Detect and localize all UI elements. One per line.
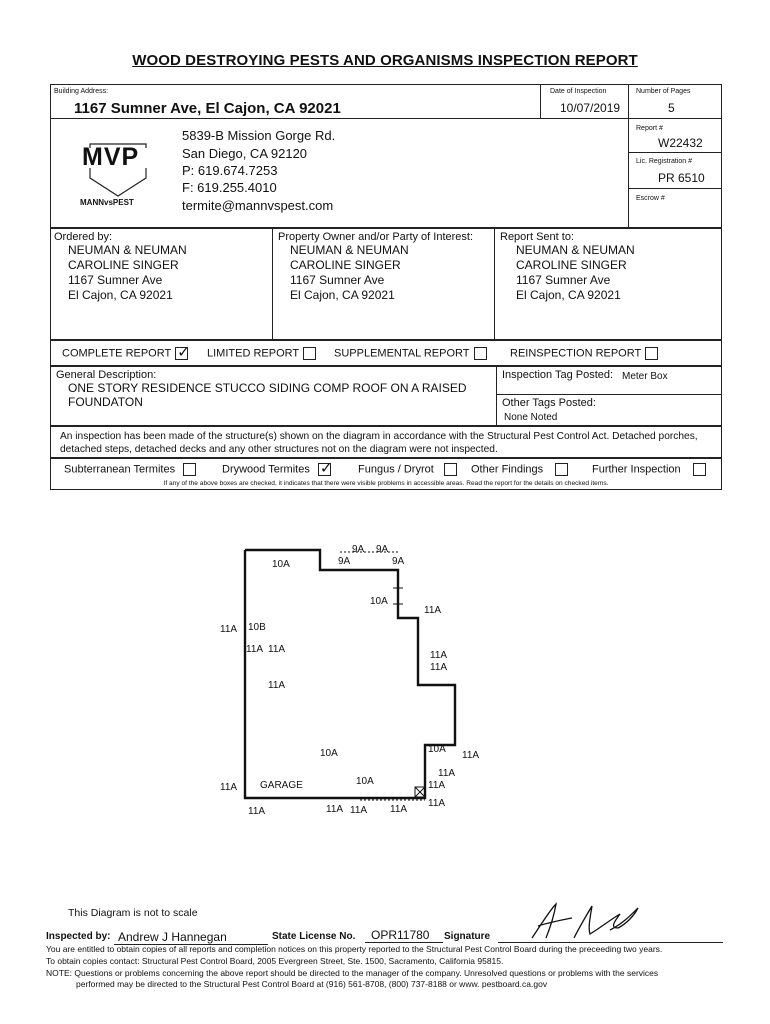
inspection-date: 10/07/2019 bbox=[560, 101, 621, 115]
diagram-label: 11A bbox=[220, 624, 238, 635]
diagram-label: 9A bbox=[338, 556, 351, 567]
other-findings-label: Other Findings bbox=[471, 463, 544, 476]
further-inspection-label: Further Inspection bbox=[592, 463, 681, 476]
ordered-line4: El Cajon, CA 92021 bbox=[68, 288, 173, 302]
general-description-label: General Description: bbox=[56, 369, 157, 381]
reinspection-report-label: REINSPECTION REPORT bbox=[510, 347, 642, 360]
company-address2: San Diego, CA 92120 bbox=[182, 146, 308, 161]
company-fax: F: 619.255.4010 bbox=[182, 180, 277, 195]
sent-line4: El Cajon, CA 92021 bbox=[516, 288, 621, 302]
sent-to-label: Report Sent to: bbox=[500, 231, 574, 243]
state-license-label: State License No. bbox=[272, 931, 356, 942]
diagram-label: 10A bbox=[272, 559, 290, 570]
sent-line3: 1167 Sumner Ave bbox=[516, 273, 611, 287]
diagram-label: 11A bbox=[430, 662, 448, 673]
state-license-number: OPR11780 bbox=[365, 928, 443, 943]
inspector-name: Andrew J Hannegan bbox=[114, 930, 268, 945]
ordered-by-label: Ordered by: bbox=[54, 231, 113, 243]
diagram-label: 11A bbox=[326, 804, 344, 815]
inspection-tag-value: Meter Box bbox=[622, 371, 668, 382]
building-address-label: Building Address: bbox=[54, 88, 109, 95]
diagram-label: 11A bbox=[390, 804, 408, 815]
checkmark-icon: ✓ bbox=[319, 460, 333, 477]
fungus-label: Fungus / Dryrot bbox=[358, 463, 434, 476]
footer-line2: To obtain copies contact: Structural Pest Control Board, 2005 Evergreen Street, Ste. 1500, Sacramento, California 95815. bbox=[46, 956, 504, 966]
diagram-label: 9A bbox=[352, 544, 365, 555]
complete-report-label: COMPLETE REPORT bbox=[62, 347, 172, 360]
license-registration-label: Lic. Registration # bbox=[636, 158, 693, 165]
diagram-label: 11A bbox=[220, 782, 238, 793]
diagram-label: 9A bbox=[376, 544, 389, 555]
diagram-label: 10A bbox=[428, 744, 446, 755]
inspected-by-label: Inspected by: bbox=[46, 931, 111, 942]
diagram-label: 10A bbox=[356, 776, 374, 787]
sent-line2: CAROLINE SINGER bbox=[516, 258, 627, 272]
escrow-label: Escrow # bbox=[636, 195, 665, 202]
structure-outline bbox=[245, 550, 455, 798]
owner-line4: El Cajon, CA 92021 bbox=[290, 288, 395, 302]
owner-line2: CAROLINE SINGER bbox=[290, 258, 401, 272]
footer-line4: performed may be directed to the Structural Pest Control Board at (916) 561-8708, (800) 737-8188 or www. pestboard.ca.gov bbox=[76, 979, 548, 989]
pages-label: Number of Pages bbox=[636, 88, 691, 95]
diagram-label: 11A bbox=[350, 805, 368, 816]
license-registration: PR 6510 bbox=[658, 171, 705, 185]
company-address1: 5839-B Mission Gorge Rd. bbox=[182, 128, 336, 143]
other-tags-value: None Noted bbox=[504, 412, 558, 423]
diagram-label: 11A bbox=[428, 780, 446, 791]
diagram-label: 10B bbox=[248, 622, 266, 633]
date-label: Date of Inspection bbox=[550, 88, 607, 95]
diagram-box-icon bbox=[415, 787, 425, 797]
report-number: W22432 bbox=[658, 136, 703, 150]
handwritten-signature bbox=[510, 898, 650, 946]
building-address: 1167 Sumner Ave, El Cajon, CA 92021 bbox=[74, 100, 341, 117]
diagram-label: 11A bbox=[268, 644, 286, 655]
general-description-text: ONE STORY RESIDENCE STUCCO SIDING COMP ROOF ON A RAISED FOUNDATON bbox=[68, 381, 467, 409]
supplemental-report-label: SUPPLEMENTAL REPORT bbox=[334, 347, 470, 360]
diagram-label: 10A bbox=[320, 748, 338, 759]
diagram-label: 11A bbox=[438, 768, 456, 779]
diagram-label: 11A bbox=[268, 680, 286, 691]
ordered-line2: CAROLINE SINGER bbox=[68, 258, 179, 272]
other-tags-label: Other Tags Posted: bbox=[502, 397, 596, 409]
ordered-line1: NEUMAN & NEUMAN bbox=[68, 243, 187, 257]
footer-line1: You are entitled to obtain copies of all reports and completion notices on this property reported to the Structural Pest Control Board during the preceeding two years. bbox=[46, 944, 663, 954]
checkmark-icon: ✓ bbox=[177, 344, 190, 361]
company-email: termite@mannvspest.com bbox=[182, 198, 334, 213]
owner-label: Property Owner and/or Party of Interest: bbox=[278, 231, 474, 243]
diagram-label: 11A bbox=[428, 798, 446, 809]
diagram-label: 11A bbox=[248, 806, 266, 817]
company-phone: P: 619.674.7253 bbox=[182, 163, 278, 178]
logo-subtext: MANNvsPEST bbox=[80, 198, 134, 207]
sent-line1: NEUMAN & NEUMAN bbox=[516, 243, 635, 257]
signature-label: Signature bbox=[444, 931, 491, 942]
ordered-line3: 1167 Sumner Ave bbox=[68, 273, 163, 287]
diagram-label: 11A bbox=[424, 605, 442, 616]
page-count: 5 bbox=[668, 101, 675, 115]
logo-text: MVP bbox=[82, 143, 140, 171]
inspection-statement: An inspection has been made of the structure(s) shown on the diagram in accordance with the Structural Pest Control Act. Detached porches, detached steps, detached decks and any other structures not on the diagram were not inspected. bbox=[60, 431, 698, 455]
scale-note: This Diagram is not to scale bbox=[68, 907, 198, 919]
dashed-lines bbox=[320, 552, 425, 800]
owner-line1: NEUMAN & NEUMAN bbox=[290, 243, 409, 257]
report-number-label: Report # bbox=[636, 125, 663, 132]
limited-report-label: LIMITED REPORT bbox=[207, 347, 300, 360]
diagram-label: 9A bbox=[392, 556, 405, 567]
diagram-label: 11A bbox=[430, 650, 448, 661]
drywood-label: Drywood Termites bbox=[222, 463, 310, 476]
diagram-label: GARAGE bbox=[260, 780, 303, 791]
footer-line3: NOTE: Questions or problems concerning the above report should be directed to the manager of the company. Unresolved questions or problems with the services bbox=[46, 968, 659, 978]
diagram-label: 11A bbox=[246, 644, 264, 655]
inspection-tag-label: Inspection Tag Posted: bbox=[502, 369, 614, 381]
report-title: WOOD DESTROYING PESTS AND ORGANISMS INSPECTION REPORT bbox=[132, 52, 638, 69]
owner-line3: 1167 Sumner Ave bbox=[290, 273, 385, 287]
findings-note: If any of the above boxes are checked, it indicates that there were visible problems in accessible areas. Read the report for the details on checked items. bbox=[163, 480, 609, 487]
diagram-label: 10A bbox=[370, 596, 388, 607]
diagram-label: 11A bbox=[462, 750, 480, 761]
subterranean-label: Subterranean Termites bbox=[64, 463, 176, 476]
